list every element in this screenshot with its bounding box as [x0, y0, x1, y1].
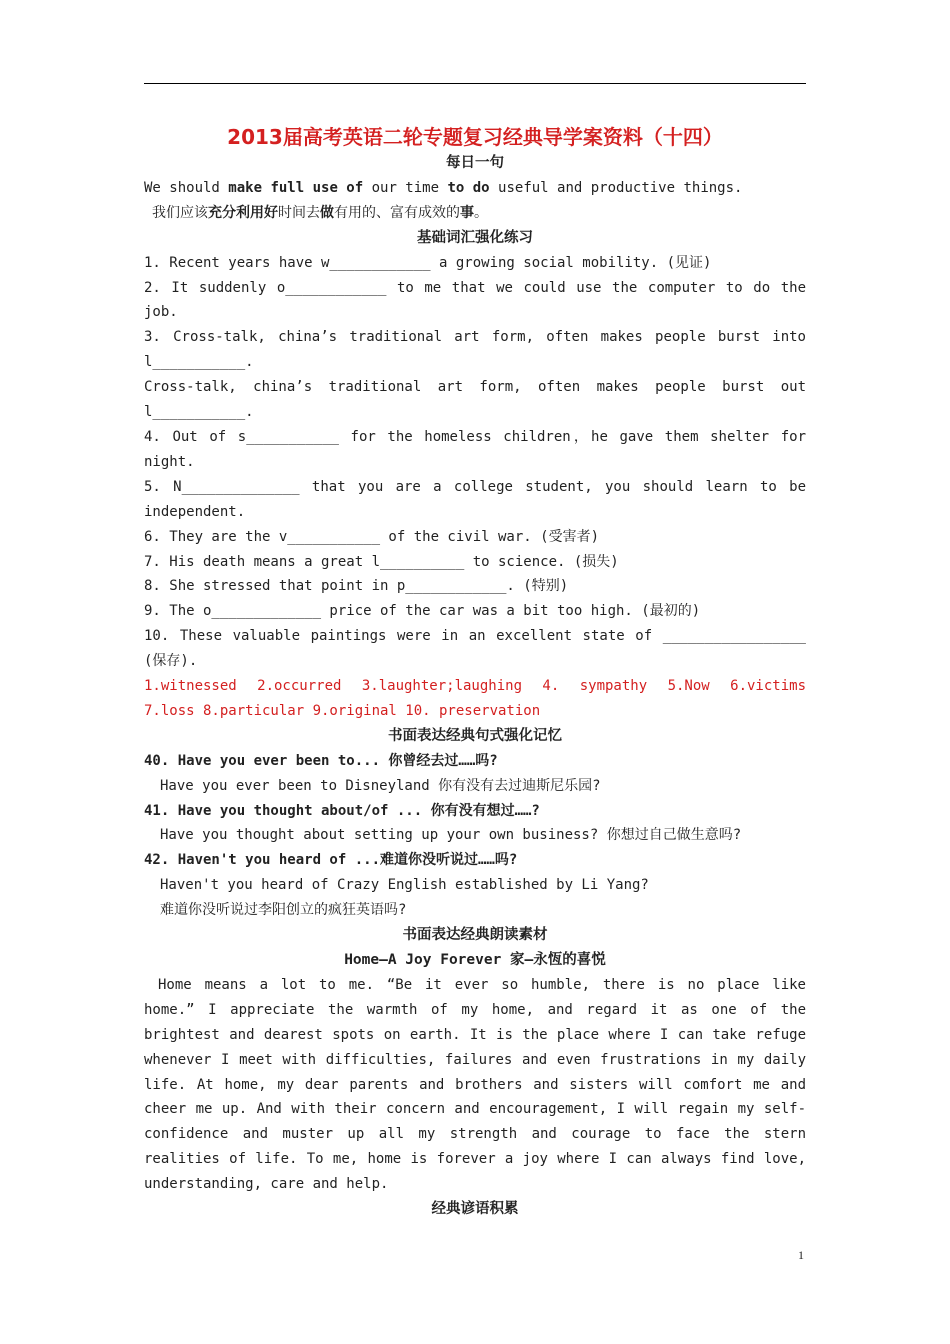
vocab-line: 9. The o_____________ price of the car was a bit too high. (最初的)	[144, 603, 701, 620]
pattern-heading: 40. Have you ever been to... 你曾经去过……吗?	[144, 752, 498, 769]
reading-passage	[144, 973, 806, 1197]
vocab-answers: 1.witnessed 2.occurred 3.laughter;laughing 4. sympathy 5.Now 6.victims	[144, 678, 806, 695]
page-number: 1	[798, 1248, 804, 1262]
vocab-line: (保存).	[144, 653, 198, 670]
proverbs-heading: 经典谚语积累	[431, 1201, 519, 1218]
reading-subtitle: Home—A Joy Forever 家—永恆的喜悦	[344, 952, 606, 968]
passage-line: understanding, care and help.	[144, 1176, 389, 1193]
passage-line: cheer me up. And with their concern and encouragement, I will regain my self-	[144, 1101, 806, 1118]
pattern-example: 难道你没听说过李阳创立的疯狂英语吗?	[160, 902, 407, 919]
vocab-line: Cross-talk, china’s traditional art form, often makes people burst out	[144, 379, 806, 396]
vocab-line: night.	[144, 453, 195, 470]
pattern-example: Have you ever been to Disneyland 你有没有去过迪斯尼乐园?	[160, 777, 601, 794]
header-rule	[144, 83, 806, 84]
document-title: 2013届高考英语二轮专题复习经典导学案资料（十四）	[227, 125, 723, 149]
document-page	[144, 123, 806, 1222]
vocab-exercise-list	[144, 251, 806, 674]
passage-line: life. At home, my dear parents and brothers and sisters will comfort me and	[144, 1076, 806, 1093]
vocab-line: independent.	[144, 503, 246, 520]
vocab-line: 3. Cross-talk, china’s traditional art form, often makes people burst into	[144, 329, 806, 346]
passage-line: home.” I appreciate the warmth of my home, and regard it as one of the	[144, 1001, 806, 1018]
vocab-line: l___________.	[144, 404, 254, 421]
vocab-line: 1. Recent years have w____________ a growing social mobility. (见证)	[144, 254, 712, 271]
passage-line: Home means a lot to me. “Be it ever so humble, there is no place like	[158, 976, 806, 993]
pattern-heading: 41. Have you thought about/of ... 你有没有想过……?	[144, 802, 540, 819]
patterns-heading: 书面表达经典句式强化记忆	[388, 727, 562, 744]
vocab-line: 5. N______________ that you are a college student, you should learn to be	[144, 478, 806, 495]
vocab-line: l___________.	[144, 354, 254, 371]
vocab-heading: 基础词汇强化练习	[417, 229, 533, 246]
vocab-line: 4. Out of s___________ for the homeless children，he gave them shelter for	[144, 428, 806, 445]
pattern-example: Have you thought about setting up your own business? 你想过自己做生意吗?	[160, 827, 742, 844]
reading-heading: 书面表达经典朗读素材	[402, 927, 548, 944]
pattern-example: Haven't you heard of Crazy English established by Li Yang?	[160, 877, 649, 894]
vocab-line: 2. It suddenly o____________ to me that we could use the computer to do the	[144, 279, 806, 296]
passage-line: confidence and muster up all my strength and courage to face the stern	[144, 1126, 806, 1143]
vocab-line: job.	[144, 304, 178, 321]
daily-sentence-english: We should make full use of our time to do useful and productive things.	[144, 179, 743, 196]
vocab-line: 7. His death means a great l__________ to science. (损失)	[144, 553, 619, 570]
vocab-line: 10. These valuable paintings were in an excellent state of _________________	[144, 628, 806, 645]
daily-sentence-chinese: 我们应该充分利用好时间去做有用的、富有成效的事。	[152, 204, 488, 221]
pattern-heading: 42. Haven't you heard of ...难道你没听说过……吗?	[144, 852, 518, 869]
passage-line: whenever I meet with difficulties, failures and even frustrations in my daily	[144, 1051, 806, 1068]
daily-sentence-heading: 每日一句	[446, 155, 504, 171]
passage-line: realities of life. To me, home is forever a joy where I can always find love,	[144, 1151, 806, 1168]
passage-line: brightest and dearest spots on earth. It is the place where I can take refuge	[144, 1026, 806, 1043]
vocab-line: 8. She stressed that point in p____________. (特别)	[144, 578, 569, 595]
vocab-line: 6. They are the v___________ of the civil war. (受害者)	[144, 528, 600, 545]
vocab-answers: 7.loss 8.particular 9.original 10. preservation	[144, 702, 541, 719]
